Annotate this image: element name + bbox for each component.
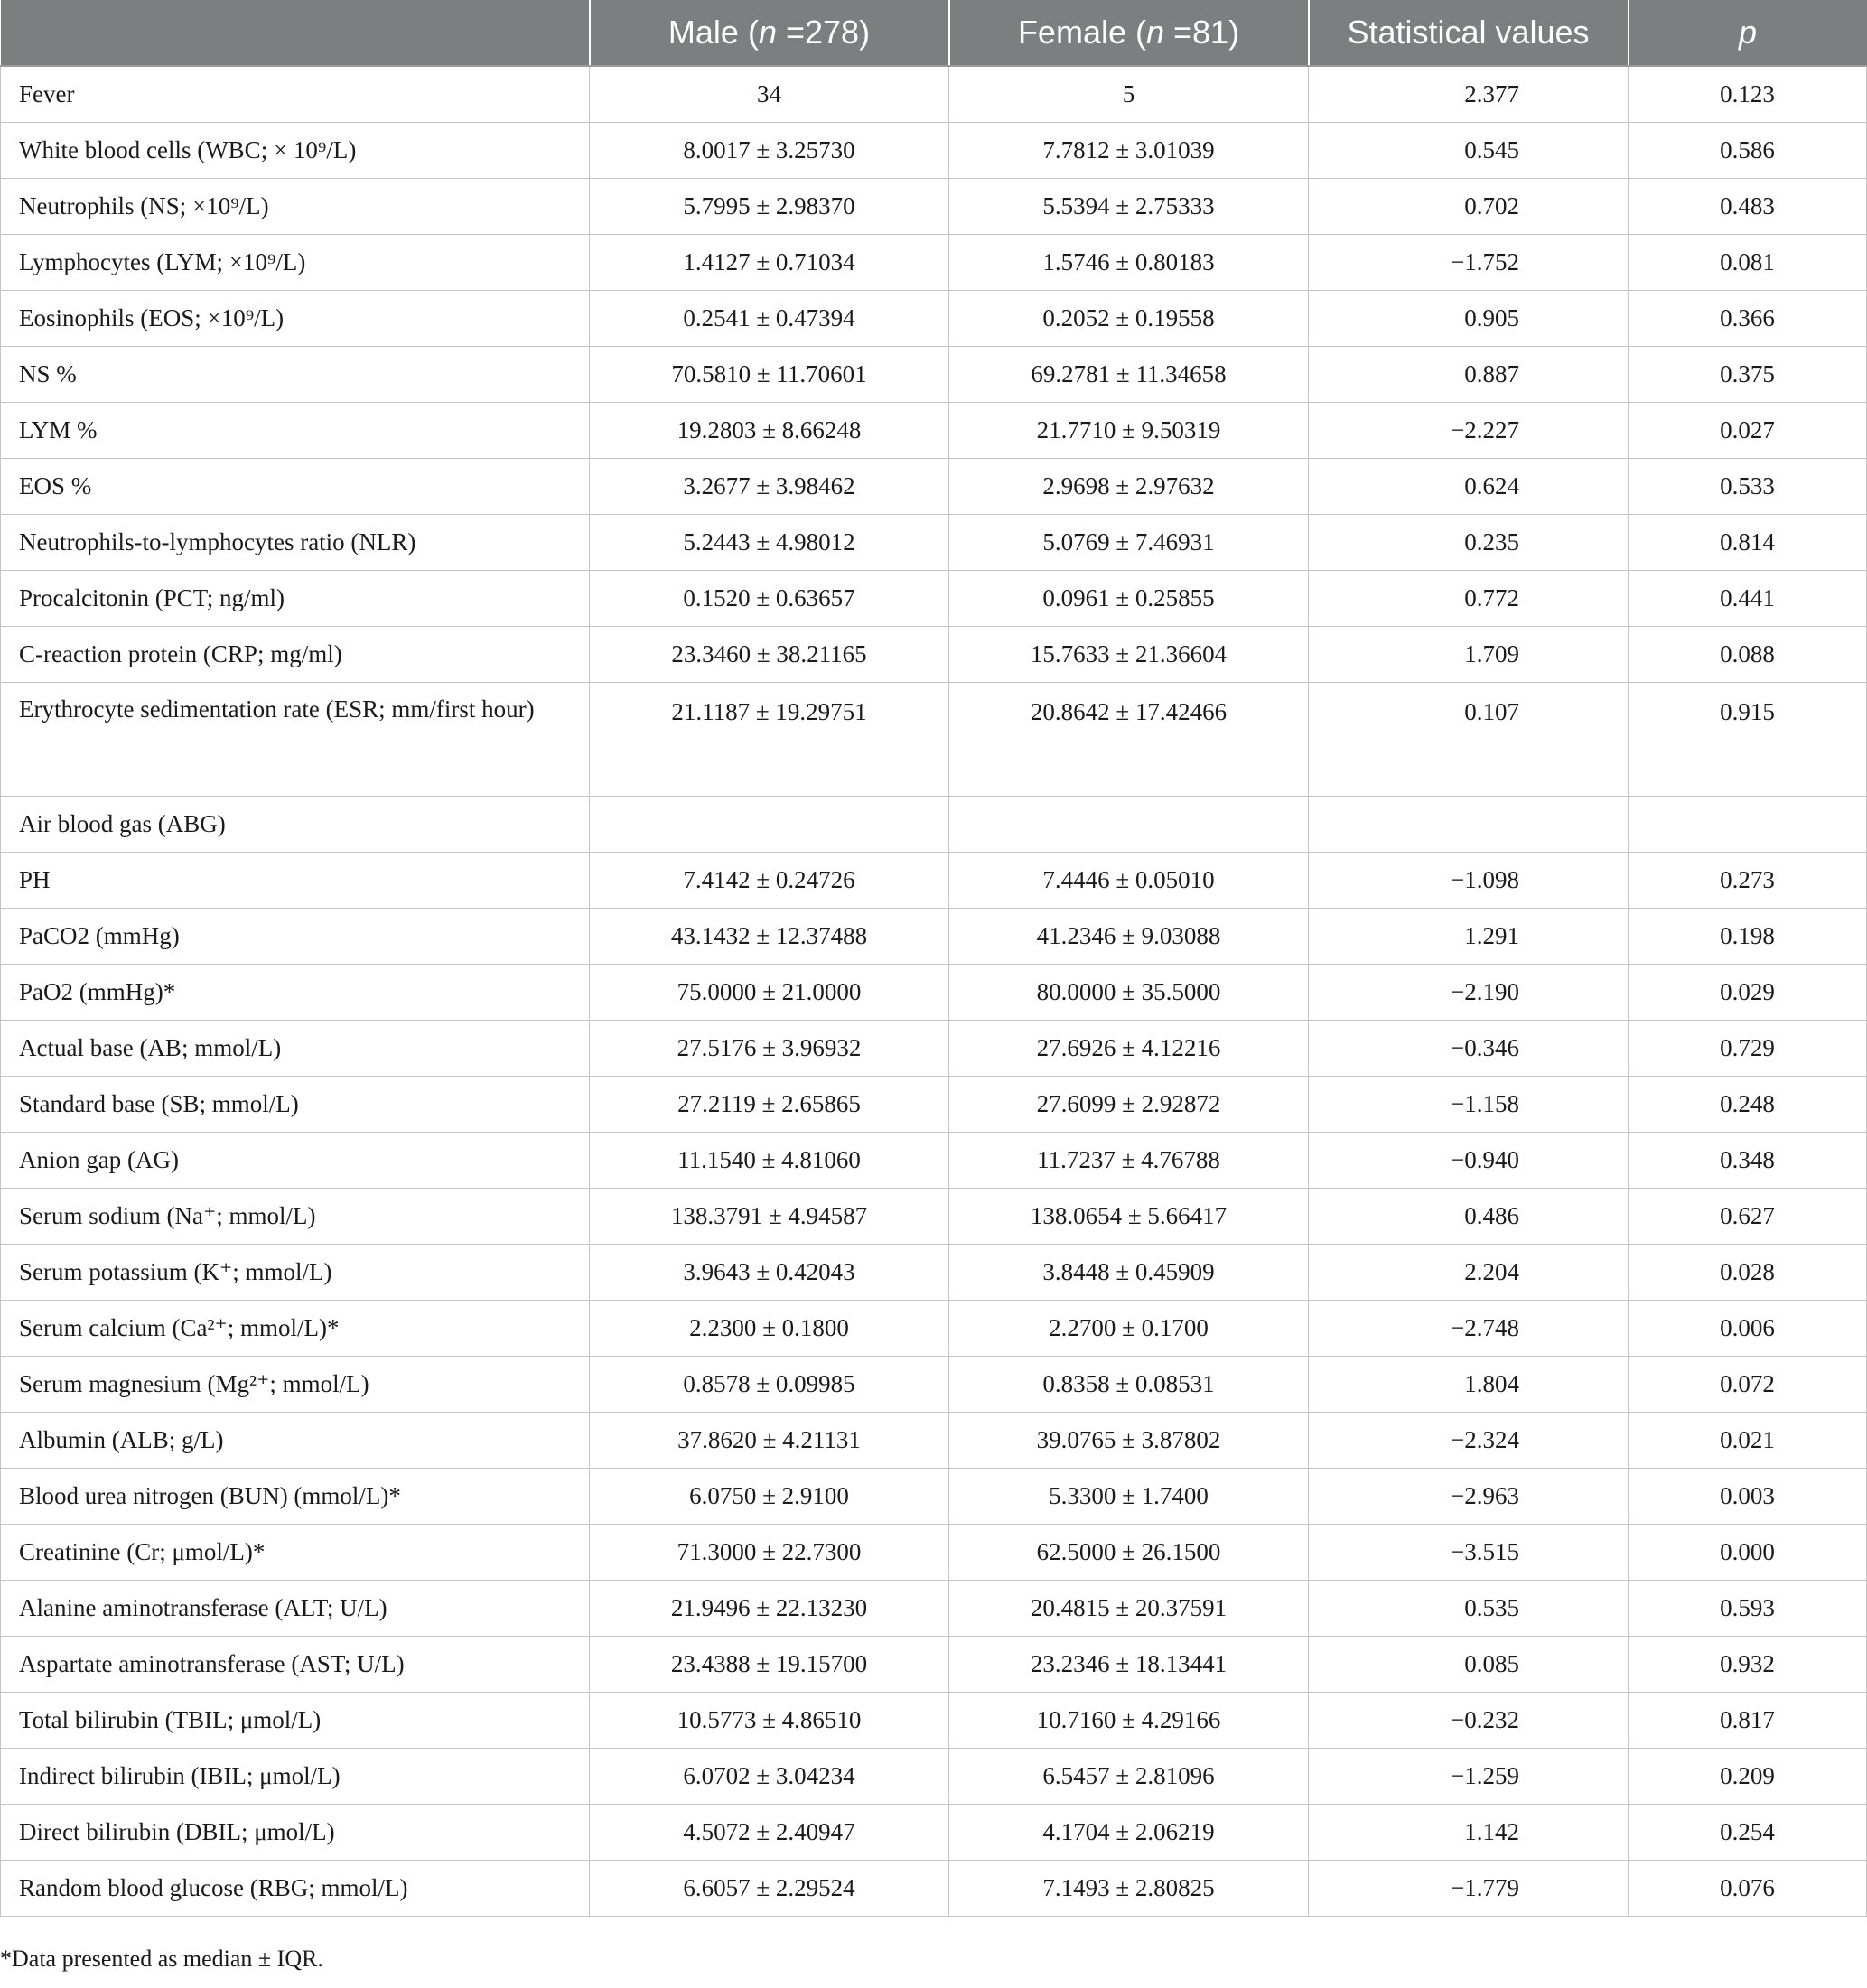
table-row <box>1 1693 1867 1749</box>
statistical-value: −2.190 <box>1309 965 1629 1021</box>
female-value: 6.5457 ± 2.81096 <box>949 1749 1309 1805</box>
p-value: 0.483 <box>1629 179 1867 235</box>
statistical-value: −1.098 <box>1309 853 1629 909</box>
table-row <box>1 683 1867 797</box>
table-row <box>1 1805 1867 1861</box>
statistical-value: −1.752 <box>1309 235 1629 291</box>
table-row <box>1 1133 1867 1189</box>
header-female-count: =81) <box>1164 14 1240 51</box>
row-label: Fever <box>1 66 590 123</box>
header-p-label: p <box>1738 14 1758 51</box>
table-row <box>1 965 1867 1021</box>
table-row <box>1 1021 1867 1077</box>
p-value: 0.081 <box>1629 235 1867 291</box>
table-row <box>1 1413 1867 1469</box>
statistical-value: −2.227 <box>1309 403 1629 459</box>
table-row <box>1 853 1867 909</box>
table-row <box>1 1245 1867 1301</box>
row-label: C-reaction protein (CRP; mg/ml) <box>1 627 590 683</box>
statistical-value: 0.085 <box>1309 1637 1629 1693</box>
male-value: 7.4142 ± 0.24726 <box>590 853 949 909</box>
statistical-value: 0.545 <box>1309 123 1629 179</box>
table-row <box>1 123 1867 179</box>
row-label: Anion gap (AG) <box>1 1133 590 1189</box>
row-label: Indirect bilirubin (IBIL; μmol/L) <box>1 1749 590 1805</box>
male-value: 5.7995 ± 2.98370 <box>590 179 949 235</box>
female-value: 62.5000 ± 26.1500 <box>949 1525 1309 1581</box>
male-value: 0.1520 ± 0.63657 <box>590 571 949 627</box>
p-value: 0.076 <box>1629 1861 1867 1917</box>
p-value: 0.366 <box>1629 291 1867 347</box>
male-value: 1.4127 ± 0.71034 <box>590 235 949 291</box>
p-value: 0.593 <box>1629 1581 1867 1637</box>
p-value: 0.021 <box>1629 1413 1867 1469</box>
male-value: 27.5176 ± 3.96932 <box>590 1021 949 1077</box>
row-label: Albumin (ALB; g/L) <box>1 1413 590 1469</box>
male-value: 43.1432 ± 12.37488 <box>590 909 949 965</box>
p-value: 0.533 <box>1629 459 1867 515</box>
table-row <box>1 1749 1867 1805</box>
row-label: NS % <box>1 347 590 403</box>
female-value: 41.2346 ± 9.03088 <box>949 909 1309 965</box>
female-value: 5.5394 ± 2.75333 <box>949 179 1309 235</box>
p-value: 0.729 <box>1629 1021 1867 1077</box>
row-label: PaO2 (mmHg)* <box>1 965 590 1021</box>
male-value: 6.0750 ± 2.9100 <box>590 1469 949 1525</box>
female-value: 0.0961 ± 0.25855 <box>949 571 1309 627</box>
female-value: 20.4815 ± 20.37591 <box>949 1581 1309 1637</box>
female-value: 69.2781 ± 11.34658 <box>949 347 1309 403</box>
table-row <box>1 1861 1867 1917</box>
p-value: 0.027 <box>1629 403 1867 459</box>
table-row <box>1 1637 1867 1693</box>
header-statistical-values: Statistical values <box>1309 0 1629 66</box>
female-value: 23.2346 ± 18.13441 <box>949 1637 1309 1693</box>
male-value: 10.5773 ± 4.86510 <box>590 1693 949 1749</box>
female-value: 0.8358 ± 0.08531 <box>949 1357 1309 1413</box>
male-value: 3.2677 ± 3.98462 <box>590 459 949 515</box>
statistical-value <box>1309 797 1629 853</box>
statistical-value: −2.324 <box>1309 1413 1629 1469</box>
male-value: 19.2803 ± 8.66248 <box>590 403 949 459</box>
female-value: 27.6099 ± 2.92872 <box>949 1077 1309 1133</box>
female-value <box>949 797 1309 853</box>
female-value: 5.0769 ± 7.46931 <box>949 515 1309 571</box>
table-row <box>1 291 1867 347</box>
female-value: 15.7633 ± 21.36604 <box>949 627 1309 683</box>
header-female <box>949 0 1309 66</box>
header-male <box>590 0 949 66</box>
statistical-value: 0.107 <box>1309 683 1629 797</box>
p-value: 0.088 <box>1629 627 1867 683</box>
p-value: 0.348 <box>1629 1133 1867 1189</box>
table-row <box>1 1469 1867 1525</box>
female-value: 5 <box>949 66 1309 123</box>
female-value: 2.9698 ± 2.97632 <box>949 459 1309 515</box>
p-value: 0.028 <box>1629 1245 1867 1301</box>
table-row <box>1 627 1867 683</box>
statistical-value: 0.905 <box>1309 291 1629 347</box>
row-label: Creatinine (Cr; μmol/L)* <box>1 1525 590 1581</box>
statistical-value: 1.142 <box>1309 1805 1629 1861</box>
statistical-value: −0.346 <box>1309 1021 1629 1077</box>
male-value: 34 <box>590 66 949 123</box>
table-row <box>1 235 1867 291</box>
row-label: Aspartate aminotransferase (AST; U/L) <box>1 1637 590 1693</box>
header-variable <box>1 0 590 66</box>
row-label: PaCO2 (mmHg) <box>1 909 590 965</box>
p-value: 0.817 <box>1629 1693 1867 1749</box>
row-label: Total bilirubin (TBIL; μmol/L) <box>1 1693 590 1749</box>
p-value <box>1629 797 1867 853</box>
p-value: 0.915 <box>1629 683 1867 797</box>
table-row <box>1 179 1867 235</box>
female-value: 138.0654 ± 5.66417 <box>949 1189 1309 1245</box>
female-value: 0.2052 ± 0.19558 <box>949 291 1309 347</box>
row-label: Erythrocyte sedimentation rate (ESR; mm/first hour) <box>1 683 590 797</box>
row-label: Eosinophils (EOS; ×10⁹/L) <box>1 291 590 347</box>
statistical-value: 1.804 <box>1309 1357 1629 1413</box>
header-female-prefix: Female ( <box>1017 14 1146 51</box>
row-label: Actual base (AB; mmol/L) <box>1 1021 590 1077</box>
header-male-prefix: Male ( <box>667 14 759 51</box>
p-value: 0.814 <box>1629 515 1867 571</box>
table-row <box>1 1525 1867 1581</box>
row-label: Serum magnesium (Mg²⁺; mmol/L) <box>1 1357 590 1413</box>
male-value: 23.3460 ± 38.21165 <box>590 627 949 683</box>
statistical-value: 0.235 <box>1309 515 1629 571</box>
male-value: 23.4388 ± 19.15700 <box>590 1637 949 1693</box>
row-label: Neutrophils-to-lymphocytes ratio (NLR) <box>1 515 590 571</box>
male-value: 138.3791 ± 4.94587 <box>590 1189 949 1245</box>
row-label: Alanine aminotransferase (ALT; U/L) <box>1 1581 590 1637</box>
female-value: 5.3300 ± 1.7400 <box>949 1469 1309 1525</box>
row-label: Direct bilirubin (DBIL; μmol/L) <box>1 1805 590 1861</box>
table-footnote: *Data presented as median ± IQR. <box>0 1946 323 1972</box>
p-value: 0.254 <box>1629 1805 1867 1861</box>
male-value: 0.8578 ± 0.09985 <box>590 1357 949 1413</box>
statistical-value: −0.232 <box>1309 1693 1629 1749</box>
statistical-value: −0.940 <box>1309 1133 1629 1189</box>
female-value: 20.8642 ± 17.42466 <box>949 683 1309 797</box>
table-row <box>1 797 1867 853</box>
statistical-value: 2.377 <box>1309 66 1629 123</box>
female-value: 80.0000 ± 35.5000 <box>949 965 1309 1021</box>
row-label: Lymphocytes (LYM; ×10⁹/L) <box>1 235 590 291</box>
table-row <box>1 1077 1867 1133</box>
p-value: 0.932 <box>1629 1637 1867 1693</box>
male-value: 5.2443 ± 4.98012 <box>590 515 949 571</box>
p-value: 0.627 <box>1629 1189 1867 1245</box>
table-row <box>1 66 1867 123</box>
table-row <box>1 1189 1867 1245</box>
row-label: Serum sodium (Na⁺; mmol/L) <box>1 1189 590 1245</box>
header-male-count: =278) <box>776 14 871 51</box>
male-value <box>590 797 949 853</box>
table-row <box>1 909 1867 965</box>
table-header-row <box>1 0 1867 66</box>
p-value: 0.072 <box>1629 1357 1867 1413</box>
statistical-value: −1.259 <box>1309 1749 1629 1805</box>
female-value: 10.7160 ± 4.29166 <box>949 1693 1309 1749</box>
statistical-value: −1.158 <box>1309 1077 1629 1133</box>
statistical-value: −3.515 <box>1309 1525 1629 1581</box>
male-value: 8.0017 ± 3.25730 <box>590 123 949 179</box>
row-label: Random blood glucose (RBG; mmol/L) <box>1 1861 590 1917</box>
p-value: 0.586 <box>1629 123 1867 179</box>
table-row <box>1 459 1867 515</box>
female-value: 7.7812 ± 3.01039 <box>949 123 1309 179</box>
statistical-value: 0.702 <box>1309 179 1629 235</box>
p-value: 0.029 <box>1629 965 1867 1021</box>
table-row <box>1 515 1867 571</box>
male-value: 0.2541 ± 0.47394 <box>590 291 949 347</box>
female-value: 11.7237 ± 4.76788 <box>949 1133 1309 1189</box>
female-value: 39.0765 ± 3.87802 <box>949 1413 1309 1469</box>
statistical-value: 2.204 <box>1309 1245 1629 1301</box>
p-value: 0.198 <box>1629 909 1867 965</box>
male-value: 71.3000 ± 22.7300 <box>590 1525 949 1581</box>
statistical-value: 1.709 <box>1309 627 1629 683</box>
table-body <box>1 66 1867 1917</box>
statistical-value: 0.486 <box>1309 1189 1629 1245</box>
statistical-value: 1.291 <box>1309 909 1629 965</box>
row-label: Serum calcium (Ca²⁺; mmol/L)* <box>1 1301 590 1357</box>
female-value: 1.5746 ± 0.80183 <box>949 235 1309 291</box>
female-value: 21.7710 ± 9.50319 <box>949 403 1309 459</box>
p-value: 0.209 <box>1629 1749 1867 1805</box>
p-value: 0.273 <box>1629 853 1867 909</box>
male-value: 70.5810 ± 11.70601 <box>590 347 949 403</box>
male-value: 2.2300 ± 0.1800 <box>590 1301 949 1357</box>
female-value: 7.4446 ± 0.05010 <box>949 853 1309 909</box>
female-value: 27.6926 ± 4.12216 <box>949 1021 1309 1077</box>
statistical-value: 0.772 <box>1309 571 1629 627</box>
male-value: 4.5072 ± 2.40947 <box>590 1805 949 1861</box>
p-value: 0.248 <box>1629 1077 1867 1133</box>
table-row <box>1 1357 1867 1413</box>
p-value: 0.375 <box>1629 347 1867 403</box>
statistical-value: −1.779 <box>1309 1861 1629 1917</box>
statistical-value: 0.887 <box>1309 347 1629 403</box>
male-value: 21.1187 ± 19.29751 <box>590 683 949 797</box>
row-label: White blood cells (WBC; × 10⁹/L) <box>1 123 590 179</box>
p-value: 0.000 <box>1629 1525 1867 1581</box>
female-value: 2.2700 ± 0.1700 <box>949 1301 1309 1357</box>
row-label: EOS % <box>1 459 590 515</box>
row-label: Standard base (SB; mmol/L) <box>1 1077 590 1133</box>
female-value: 7.1493 ± 2.80825 <box>949 1861 1309 1917</box>
statistical-value: −2.963 <box>1309 1469 1629 1525</box>
statistical-value: 0.624 <box>1309 459 1629 515</box>
male-value: 6.6057 ± 2.29524 <box>590 1861 949 1917</box>
row-label: PH <box>1 853 590 909</box>
p-value: 0.006 <box>1629 1301 1867 1357</box>
header-male-n: n <box>758 14 777 51</box>
p-value: 0.123 <box>1629 66 1867 123</box>
header-female-n: n <box>1145 14 1164 51</box>
statistical-value: 0.535 <box>1309 1581 1629 1637</box>
row-label: Blood urea nitrogen (BUN) (mmol/L)* <box>1 1469 590 1525</box>
table-row <box>1 1581 1867 1637</box>
row-label: Serum potassium (K⁺; mmol/L) <box>1 1245 590 1301</box>
row-label: Air blood gas (ABG) <box>1 797 590 853</box>
female-value: 4.1704 ± 2.06219 <box>949 1805 1309 1861</box>
header-p-value <box>1629 0 1867 66</box>
male-value: 37.8620 ± 4.21131 <box>590 1413 949 1469</box>
female-value: 3.8448 ± 0.45909 <box>949 1245 1309 1301</box>
male-value: 11.1540 ± 4.81060 <box>590 1133 949 1189</box>
table-row <box>1 571 1867 627</box>
male-value: 75.0000 ± 21.0000 <box>590 965 949 1021</box>
row-label: Procalcitonin (PCT; ng/ml) <box>1 571 590 627</box>
p-value: 0.441 <box>1629 571 1867 627</box>
male-value: 6.0702 ± 3.04234 <box>590 1749 949 1805</box>
row-label: LYM % <box>1 403 590 459</box>
p-value: 0.003 <box>1629 1469 1867 1525</box>
male-value: 27.2119 ± 2.65865 <box>590 1077 949 1133</box>
male-value: 21.9496 ± 22.13230 <box>590 1581 949 1637</box>
table-row <box>1 347 1867 403</box>
table-row <box>1 1301 1867 1357</box>
male-value: 3.9643 ± 0.42043 <box>590 1245 949 1301</box>
row-label: Neutrophils (NS; ×10⁹/L) <box>1 179 590 235</box>
table-row <box>1 403 1867 459</box>
statistical-value: −2.748 <box>1309 1301 1629 1357</box>
